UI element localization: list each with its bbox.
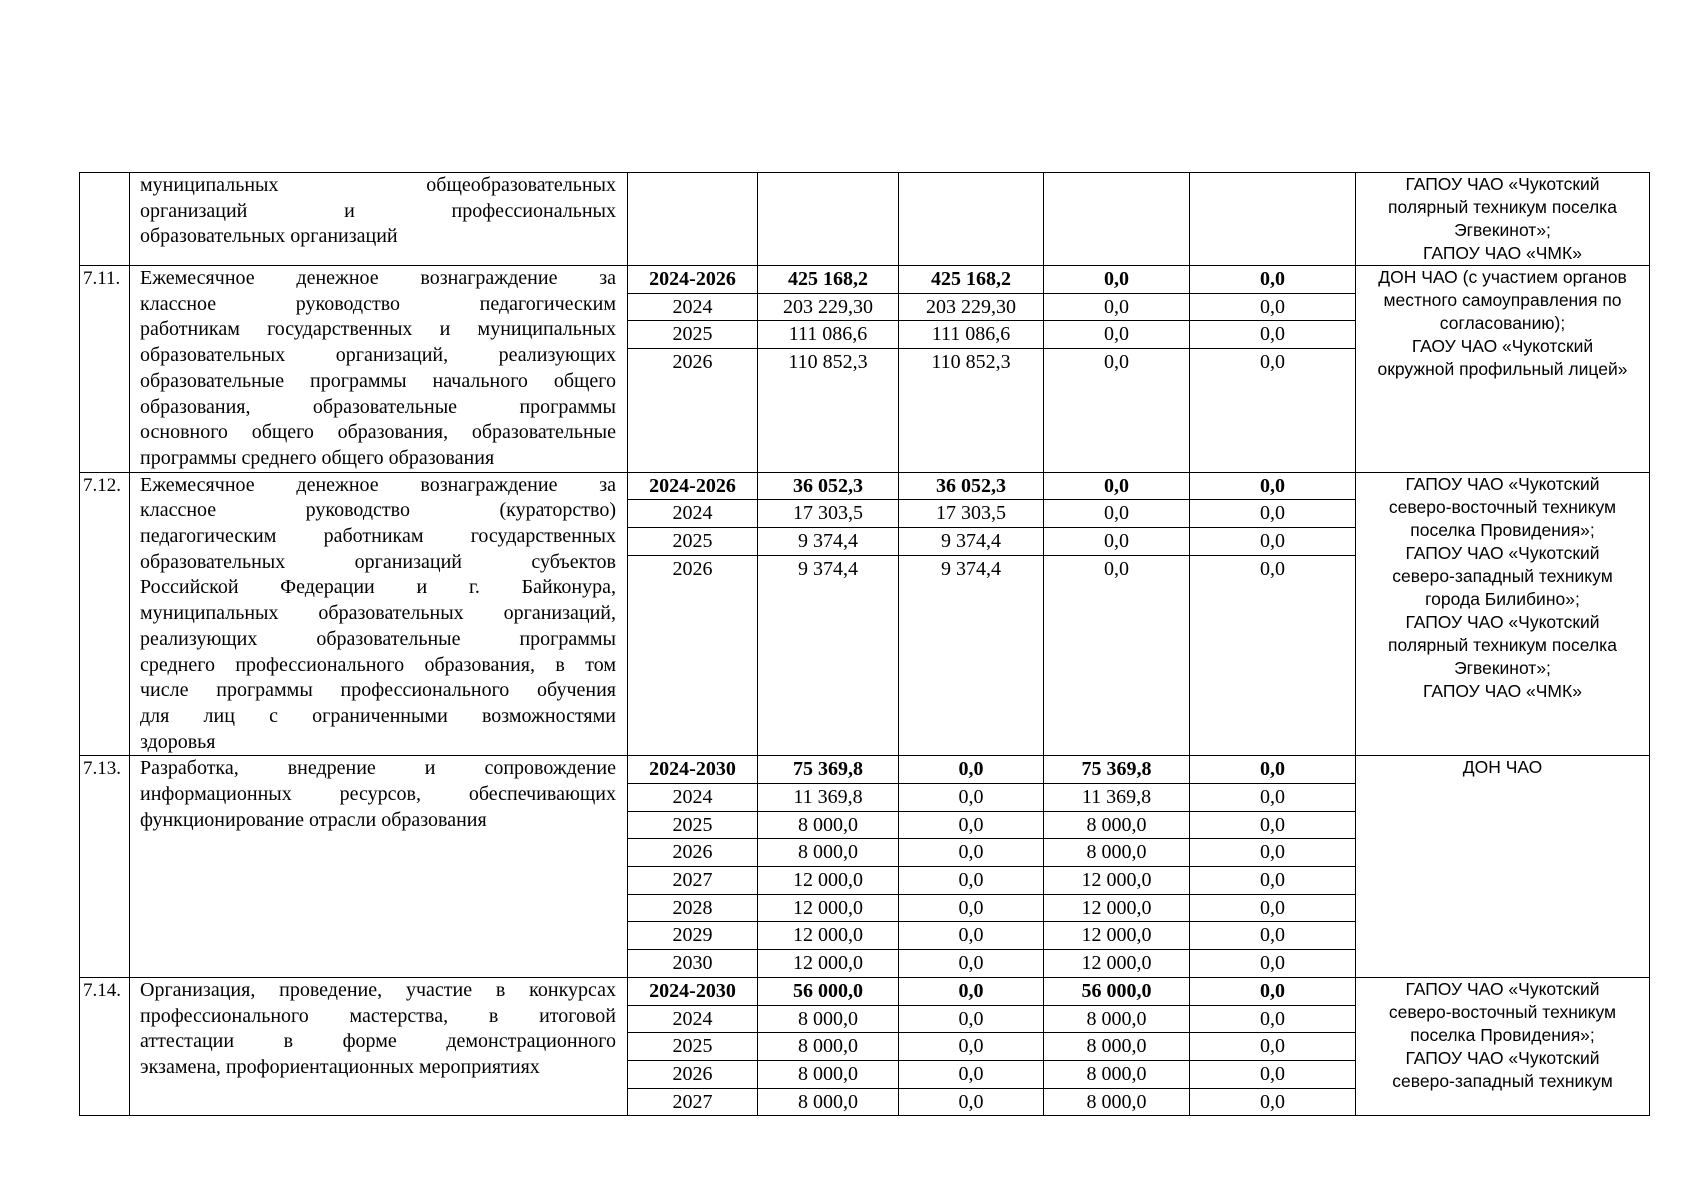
federal-budget-amount: 0,0	[899, 922, 1043, 950]
other-sources-amount: 0,0	[1190, 978, 1355, 1006]
description-line: Российской Федерации и г. Байконура,	[140, 576, 616, 599]
regional-budget-amount: 8 000,0	[1086, 1090, 1147, 1113]
activity-description	[130, 173, 628, 266]
year-cell: 2029	[628, 922, 757, 950]
description-line: Ежемесячное денежное вознаграждение за	[140, 267, 616, 289]
federal-budget-amount: 9 374,4	[899, 528, 1043, 556]
federal-budget-amount-column	[899, 472, 1044, 756]
federal-budget-amount: 0,0	[899, 839, 1043, 867]
regional-budget-amount-column	[1044, 266, 1190, 473]
total-amount: 9 374,4	[758, 528, 898, 556]
organization-line: полярный техникум поселка	[1388, 197, 1617, 217]
regional-budget-amount: 12 000,0	[1044, 867, 1189, 895]
regional-budget-amount: 75 369,8	[1044, 756, 1189, 784]
federal-budget-amount: 0,0	[899, 1061, 1043, 1089]
item-number: 7.13.	[80, 756, 130, 978]
federal-budget-amount-column	[899, 756, 1044, 978]
regional-budget-amount: 56 000,0	[1044, 978, 1189, 1006]
organization-line: северо-западный техникум	[1392, 1070, 1613, 1091]
federal-budget-amount: 0,0	[899, 867, 1043, 895]
year-cell: 2025	[628, 812, 757, 840]
regional-budget-amount-column	[1044, 977, 1190, 1115]
description-line: реализующих образовательные программы	[140, 627, 616, 650]
regional-budget-amount: 12 000,0	[1081, 952, 1152, 975]
description-line: основного общего образования, образовательные	[140, 421, 616, 444]
table-row	[80, 977, 1650, 1115]
organization-line: поселка Провидения»;	[1410, 1024, 1595, 1045]
federal-budget-amount: 425 168,2	[899, 266, 1043, 294]
description-line: организаций и профессиональных	[140, 199, 616, 222]
program-activities-table	[79, 172, 1650, 1116]
organization-line: ГАПОУ ЧАО «Чукотский	[1405, 1047, 1600, 1068]
federal-budget-amount-column	[899, 173, 1044, 266]
organization-line: ДОН ЧАО	[1462, 757, 1543, 778]
federal-budget-amount: 0,0	[899, 756, 1043, 784]
description-line: профессионального мастерства, в итоговой	[140, 1004, 616, 1027]
regional-budget-amount: 8 000,0	[1044, 839, 1189, 867]
organization-line: поселка Провидения»;	[1410, 519, 1595, 540]
federal-budget-amount: 0,0	[958, 1090, 984, 1113]
federal-budget-amount: 0,0	[899, 895, 1043, 923]
other-sources-amount: 0,0	[1190, 294, 1355, 322]
regional-budget-amount: 0,0	[1044, 500, 1189, 528]
organization-line: местного самоуправления по	[1383, 290, 1622, 310]
federal-budget-amount: 110 852,3	[931, 351, 1011, 374]
description-line: для лиц с ограниченными возможностями	[140, 704, 616, 727]
description-line: образовательных организаций, реализующих	[140, 344, 616, 367]
total-amount: 110 852,3	[788, 351, 868, 374]
organization-line: северо-западный техникум	[1392, 565, 1613, 586]
other-sources-amount-column	[1190, 756, 1356, 978]
activity-description	[130, 977, 628, 1115]
total-amount: 111 086,6	[758, 321, 898, 349]
total-amount: 75 369,8	[758, 756, 898, 784]
year-cell: 2030	[672, 952, 713, 975]
description-line: аттестации в форме демонстрационного	[140, 1030, 616, 1053]
other-sources-amount: 0,0	[1260, 952, 1285, 975]
other-sources-amount: 0,0	[1260, 1090, 1285, 1113]
regional-budget-amount: 0,0	[1044, 321, 1189, 349]
responsible-organization	[1356, 756, 1650, 978]
federal-budget-amount: 0,0	[899, 784, 1043, 812]
other-sources-amount: 0,0	[1190, 500, 1355, 528]
total-amount-column	[758, 977, 899, 1115]
organization-line: города Билибино»;	[1425, 588, 1580, 609]
federal-budget-amount: 17 303,5	[899, 500, 1043, 528]
organization-line: полярный техникум поселка	[1388, 634, 1617, 655]
organization-line: ГАПОУ ЧАО «Чукотский	[1405, 611, 1600, 632]
other-sources-amount-column	[1190, 472, 1356, 756]
regional-budget-amount: 8 000,0	[1044, 812, 1189, 840]
description-line: информационных ресурсов, обеспечивающих	[140, 783, 616, 806]
other-sources-amount: 0,0	[1190, 1061, 1355, 1089]
year-cell: 2027	[672, 1090, 713, 1113]
federal-budget-amount: 0,0	[899, 1006, 1043, 1034]
organization-line: ГАПОУ ЧАО «Чукотский	[1405, 174, 1600, 194]
description-line: функционирование отрасли образования	[140, 808, 487, 831]
regional-budget-amount-column	[1044, 756, 1190, 978]
other-sources-amount-column	[1190, 266, 1356, 473]
federal-budget-amount: 0,0	[899, 978, 1043, 1006]
regional-budget-amount: 8 000,0	[1044, 1006, 1189, 1034]
other-sources-amount: 0,0	[1190, 266, 1355, 294]
total-amount: 203 229,30	[758, 294, 898, 322]
description-line: классное руководство педагогическим	[140, 292, 616, 315]
federal-budget-amount: 0,0	[899, 1033, 1043, 1061]
year-cell-column	[628, 472, 758, 756]
total-amount: 12 000,0	[758, 867, 898, 895]
description-line: муниципальных общеобразовательных	[140, 174, 616, 196]
other-sources-amount: 0,0	[1190, 867, 1355, 895]
total-amount: 8 000,0	[758, 839, 898, 867]
total-amount: 8 000,0	[758, 1061, 898, 1089]
regional-budget-amount: 12 000,0	[1044, 895, 1189, 923]
year-cell: 2025	[628, 528, 757, 556]
total-amount: 11 369,8	[758, 784, 898, 812]
year-cell-column	[628, 266, 758, 473]
regional-budget-amount: 0,0	[1044, 473, 1189, 501]
total-amount: 425 168,2	[758, 266, 898, 294]
regional-budget-amount: 0,0	[1044, 528, 1189, 556]
organization-line: Эгвекинот»;	[1454, 657, 1551, 678]
description-line: здоровья	[140, 730, 216, 753]
responsible-organization	[1356, 173, 1650, 266]
regional-budget-amount: 0,0	[1104, 351, 1129, 374]
other-sources-amount: 0,0	[1190, 812, 1355, 840]
total-amount: 17 303,5	[758, 500, 898, 528]
organization-line: согласованию);	[1439, 313, 1566, 333]
table-row	[80, 266, 1650, 473]
description-line: программы среднего общего образования	[140, 446, 495, 469]
other-sources-amount: 0,0	[1260, 351, 1285, 374]
item-number: 7.11.	[80, 266, 130, 473]
year-cell-column	[628, 756, 758, 978]
organization-line: ГАПОУ ЧАО «ЧМК»	[1423, 243, 1582, 263]
regional-budget-amount: 0,0	[1044, 294, 1189, 322]
other-sources-amount: 0,0	[1190, 528, 1355, 556]
table-row	[80, 756, 1650, 978]
year-cell: 2024	[628, 294, 757, 322]
total-amount: 8 000,0	[758, 1033, 898, 1061]
federal-budget-amount: 0,0	[899, 812, 1043, 840]
total-amount-column	[758, 266, 899, 473]
other-sources-amount: 0,0	[1260, 557, 1285, 580]
description-line: Ежемесячное денежное вознаграждение за	[140, 473, 616, 496]
year-cell: 2027	[628, 867, 757, 895]
regional-budget-amount-column	[1044, 173, 1190, 266]
year-cell: 2024	[628, 500, 757, 528]
activity-description	[130, 756, 628, 978]
description-line: Организация, проведение, участие в конкурсах	[140, 978, 616, 1001]
year-cell: 2026	[628, 839, 757, 867]
description-line: педагогическим работникам государственных	[140, 525, 616, 548]
description-line: работникам государственных и муниципальных	[140, 318, 616, 341]
responsible-organization	[1356, 977, 1650, 1115]
federal-budget-amount: 111 086,6	[899, 321, 1043, 349]
year-cell-column	[628, 173, 758, 266]
total-amount: 9 374,4	[798, 557, 858, 580]
year-cell: 2024	[628, 784, 757, 812]
total-amount-column	[758, 173, 899, 266]
regional-budget-amount: 11 369,8	[1044, 784, 1189, 812]
table-row	[80, 173, 1650, 266]
regional-budget-amount: 12 000,0	[1044, 922, 1189, 950]
organization-line: северо-восточный техникум	[1388, 1001, 1617, 1022]
regional-budget-amount: 8 000,0	[1044, 1061, 1189, 1089]
responsible-organization	[1356, 266, 1650, 473]
year-cell: 2025	[628, 321, 757, 349]
other-sources-amount-column	[1190, 977, 1356, 1115]
other-sources-amount: 0,0	[1190, 922, 1355, 950]
year-cell: 2024-2030	[628, 978, 757, 1006]
year-cell: 2025	[628, 1033, 757, 1061]
regional-budget-amount: 0,0	[1044, 266, 1189, 294]
responsible-organization	[1356, 472, 1650, 756]
federal-budget-amount-column	[899, 977, 1044, 1115]
year-cell: 2026	[672, 351, 713, 374]
other-sources-amount: 0,0	[1190, 756, 1355, 784]
description-line: образовательные программы начального общего	[140, 369, 616, 392]
federal-budget-amount: 203 229,30	[899, 294, 1043, 322]
total-amount: 12 000,0	[758, 895, 898, 923]
total-amount-column	[758, 756, 899, 978]
year-cell: 2028	[628, 895, 757, 923]
activity-description	[130, 472, 628, 756]
description-line: образовательных организаций субъектов	[140, 550, 616, 573]
year-cell: 2026	[672, 557, 713, 580]
total-amount: 56 000,0	[758, 978, 898, 1006]
federal-budget-amount-column	[899, 266, 1044, 473]
federal-budget-amount: 0,0	[958, 952, 984, 975]
total-amount-column	[758, 472, 899, 756]
year-cell: 2024-2026	[628, 473, 757, 501]
other-sources-amount-column	[1190, 173, 1356, 266]
total-amount: 8 000,0	[758, 812, 898, 840]
regional-budget-amount: 0,0	[1104, 557, 1129, 580]
total-amount: 12 000,0	[758, 922, 898, 950]
year-cell: 2024-2030	[628, 756, 757, 784]
description-line: классное руководство (кураторство)	[140, 499, 616, 522]
description-line: среднего профессионального образования, в том	[140, 653, 616, 676]
other-sources-amount: 0,0	[1190, 321, 1355, 349]
organization-line: ГАПОУ ЧАО «ЧМК»	[1423, 680, 1582, 701]
description-line: образовательных организаций	[140, 225, 398, 248]
organization-line: ГАОУ ЧАО «Чукотский	[1411, 336, 1594, 356]
organization-line: окружной профильный лицей»	[1377, 359, 1628, 379]
organization-line: Эгвекинот»;	[1454, 220, 1551, 240]
item-number	[80, 173, 130, 266]
total-amount: 8 000,0	[758, 1006, 898, 1034]
total-amount: 12 000,0	[793, 952, 863, 975]
organization-line: ГАПОУ ЧАО «Чукотский	[1405, 978, 1600, 999]
description-line: образования, образовательные программы	[140, 395, 616, 418]
other-sources-amount: 0,0	[1190, 1006, 1355, 1034]
organization-line: ДОН ЧАО (с участием органов	[1378, 267, 1627, 287]
table-body	[80, 173, 1650, 1116]
regional-budget-amount-column	[1044, 472, 1190, 756]
item-number: 7.14.	[80, 977, 130, 1115]
federal-budget-amount: 36 052,3	[899, 473, 1043, 501]
organization-line: ГАПОУ ЧАО «Чукотский	[1405, 542, 1600, 563]
other-sources-amount: 0,0	[1190, 1033, 1355, 1061]
regional-budget-amount: 8 000,0	[1044, 1033, 1189, 1061]
description-line: числе программы профессионального обучения	[140, 679, 616, 702]
year-cell: 2024	[628, 1006, 757, 1034]
description-line: Разработка, внедрение и сопровождение	[140, 757, 616, 780]
year-cell: 2026	[628, 1061, 757, 1089]
year-cell-column	[628, 977, 758, 1115]
total-amount: 8 000,0	[798, 1090, 858, 1113]
table-row	[80, 472, 1650, 756]
description-line: муниципальных образовательных организаций,	[140, 602, 616, 625]
other-sources-amount: 0,0	[1190, 895, 1355, 923]
year-cell: 2024-2026	[628, 266, 757, 294]
organization-line: северо-восточный техникум	[1388, 496, 1617, 517]
federal-budget-amount: 9 374,4	[941, 557, 1001, 580]
other-sources-amount: 0,0	[1190, 839, 1355, 867]
organization-line: ГАПОУ ЧАО «Чукотский	[1405, 473, 1600, 494]
activity-description	[130, 266, 628, 473]
description-line: экзамена, профориентационных мероприятиях	[140, 1055, 540, 1078]
total-amount: 36 052,3	[758, 473, 898, 501]
other-sources-amount: 0,0	[1190, 473, 1355, 501]
item-number: 7.12.	[80, 472, 130, 756]
other-sources-amount: 0,0	[1190, 784, 1355, 812]
